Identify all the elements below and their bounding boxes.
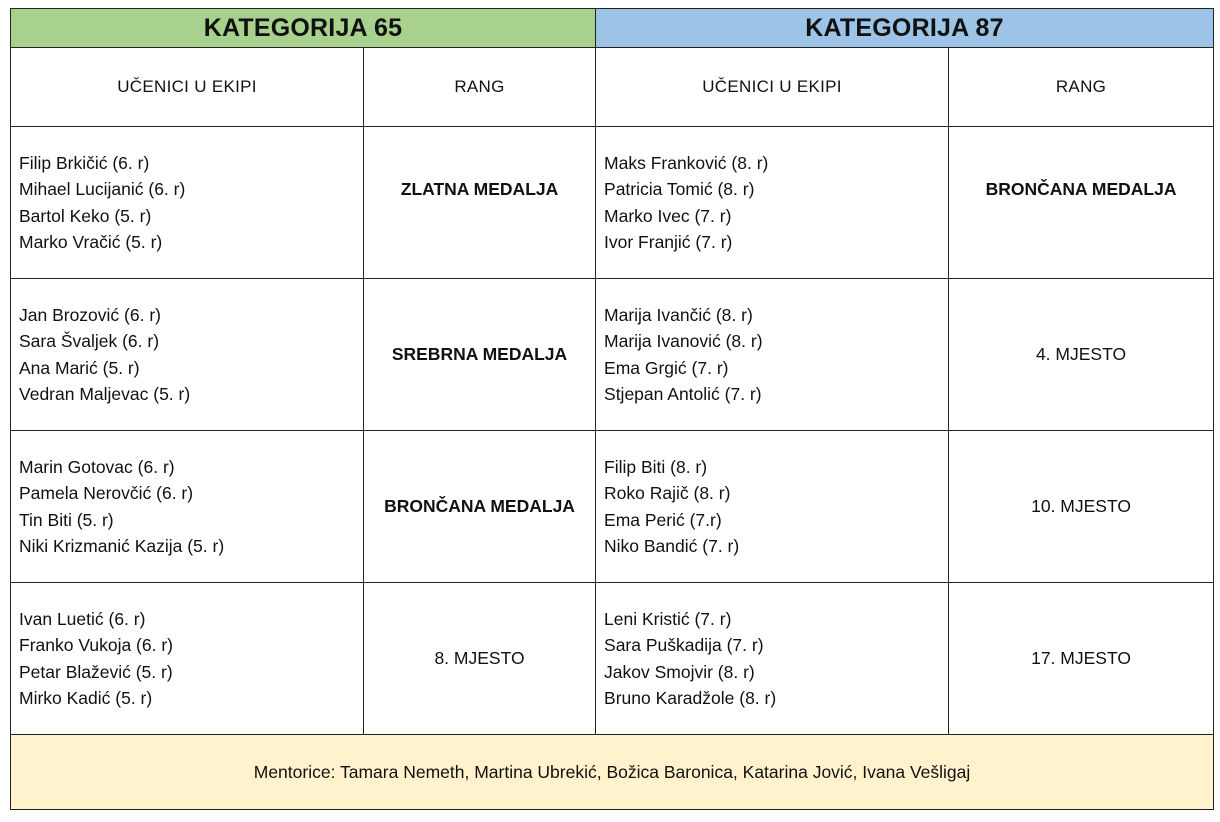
team-member: Maks Franković (8. r) xyxy=(604,152,769,173)
team-member: Niko Bandić (7. r) xyxy=(604,536,740,556)
team-member: Jan Brozović (6. r) xyxy=(19,304,161,325)
team-member: Vedran Maljevac (5. r) xyxy=(19,384,191,404)
team-member: Ema Grgić (7. r) xyxy=(604,357,729,378)
table-row xyxy=(11,127,1214,279)
team-members-cell xyxy=(11,127,364,279)
team-member: Petar Blažević (5. r) xyxy=(19,661,173,682)
table-row xyxy=(11,583,1214,735)
team-member: Patricia Tomić (8. r) xyxy=(604,179,755,199)
team-member: Niki Krizmanić Kazija (5. r) xyxy=(19,536,225,556)
footer-row xyxy=(11,735,1214,810)
team-rank: 10. MJESTO xyxy=(949,431,1214,583)
team-member: Ivor Franjić (7. r) xyxy=(604,232,733,252)
team-members-cell xyxy=(596,431,949,583)
team-members-cell xyxy=(11,279,364,431)
category-65-rank-header: RANG xyxy=(364,48,596,127)
team-members-cell xyxy=(596,279,949,431)
team-member: Ema Perić (7.r) xyxy=(604,509,722,530)
team-member: Marija Ivančić (8. r) xyxy=(604,304,753,325)
table-row xyxy=(11,431,1214,583)
team-rank: BRONČANA MEDALJA xyxy=(949,127,1214,279)
team-member: Bruno Karadžole (8. r) xyxy=(604,688,777,708)
team-member: Marin Gotovac (6. r) xyxy=(19,456,175,477)
team-rank: BRONČANA MEDALJA xyxy=(364,431,596,583)
team-member: Leni Kristić (7. r) xyxy=(604,608,732,629)
team-rank: 8. MJESTO xyxy=(364,583,596,735)
category-header-row xyxy=(11,9,1214,48)
team-member: Filip Biti (8. r) xyxy=(604,456,708,477)
team-rank: 17. MJESTO xyxy=(949,583,1214,735)
mentors-footer: Mentorice: Tamara Nemeth, Martina Ubrekić, Božica Baronica, Katarina Jović, Ivana Vešligaj xyxy=(11,735,1214,810)
team-members-cell xyxy=(11,431,364,583)
team-member: Roko Rajič (8. r) xyxy=(604,483,731,503)
team-member: Marko Vračić (5. r) xyxy=(19,232,163,252)
team-members-cell xyxy=(596,583,949,735)
team-member: Bartol Keko (5. r) xyxy=(19,205,152,226)
team-rank: SREBRNA MEDALJA xyxy=(364,279,596,431)
team-member: Tin Biti (5. r) xyxy=(19,509,114,530)
team-member: Sara Švaljek (6. r) xyxy=(19,331,160,351)
results-table xyxy=(10,8,1214,810)
team-member: Pamela Nerovčić (6. r) xyxy=(19,483,194,503)
team-rank: 4. MJESTO xyxy=(949,279,1214,431)
team-member: Marija Ivanović (8. r) xyxy=(604,331,763,351)
team-members-cell xyxy=(596,127,949,279)
column-header-row xyxy=(11,48,1214,127)
team-member: Ivan Luetić (6. r) xyxy=(19,608,146,629)
team-member: Stjepan Antolić (7. r) xyxy=(604,384,762,404)
category-65-title: KATEGORIJA 65 xyxy=(11,9,596,48)
team-member: Sara Puškadija (7. r) xyxy=(604,635,764,655)
team-rank: ZLATNA MEDALJA xyxy=(364,127,596,279)
table-row xyxy=(11,279,1214,431)
category-87-students-header: UČENICI U EKIPI xyxy=(596,48,949,127)
team-member: Filip Brkičić (6. r) xyxy=(19,152,150,173)
team-member: Franko Vukoja (6. r) xyxy=(19,635,173,655)
team-member: Ana Marić (5. r) xyxy=(19,357,140,378)
team-members-cell xyxy=(11,583,364,735)
team-member: Mirko Kadić (5. r) xyxy=(19,688,153,708)
team-member: Jakov Smojvir (8. r) xyxy=(604,661,755,682)
category-87-title: KATEGORIJA 87 xyxy=(596,9,1214,48)
category-87-rank-header: RANG xyxy=(949,48,1214,127)
category-65-students-header: UČENICI U EKIPI xyxy=(11,48,364,127)
team-member: Mihael Lucijanić (6. r) xyxy=(19,179,186,199)
team-member: Marko Ivec (7. r) xyxy=(604,205,732,226)
